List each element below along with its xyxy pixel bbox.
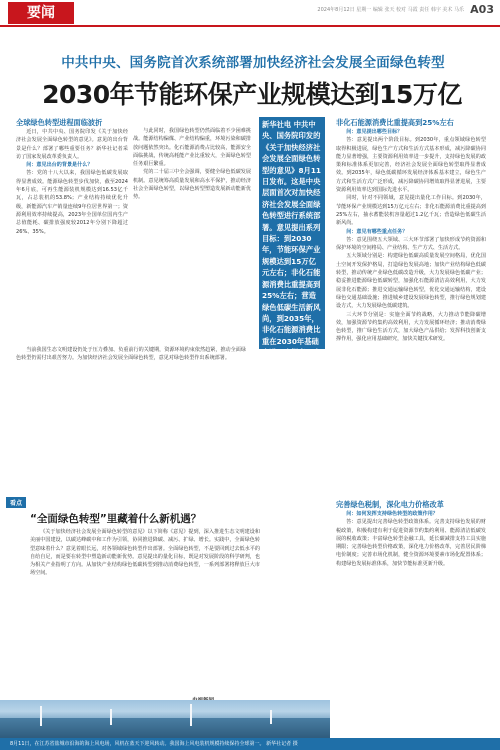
right-p4: 五大领域分别是：构建绿色低碳高质量发展空间格局，优化国土空间开发保护格局，打造绿色发展高地；加快产业结构绿色低碳转型，推动传统产业绿色低碳改造升级，大力发展绿色低碳产业；稳妥推进能源绿色低碳转型，加强化石能源清洁高效利用，大力发展非化石能源；推进交通运输绿色转型，优化交通运输结构，建设绿色交通基础设施；推进城乡建设发展绿色转型，推行绿色规划建设方式，大力发展绿色低碳建筑。 [336,253,486,310]
page-number: A03 [470,3,494,16]
right-p2: 同时，针对不同领域，意见提出量化工作目标。到2030年，节能环保产业规模达到15万亿元左右；非化石能源消费比重提高到25%左右，抽水蓄能装机容量超过1.2亿千瓦；营造绿色低碳生活新风尚。 [336,195,486,227]
wind-turbine-icon [270,710,272,724]
right2-q1: 问：如何发挥支持绿色转型的政策作用？ [346,511,438,517]
feature-body [30,528,260,693]
left-article-p3: 当前我国生态文明建设仍处于压力叠加、负重前行的关键期，资源环境约束依然趋紧，推动全面绿色转型仍需付出艰苦努力。为加快经济社会发展全面绿色转型，意见对绿色转型作出系统部署。 [16,347,246,362]
subtitle: 中共中央、国务院首次系统部署加快经济社会发展全面绿色转型 [61,55,445,71]
right-article [336,118,486,490]
wind-turbine-icon [110,709,112,725]
left-article [16,118,128,338]
left-article-p2: 答：党的十八大以来，我国绿色低碳发展取得显著成效。能源绿色转型步伐加快，截至2024年6月底，可再生能源装机规模达到16.53亿千瓦，占总装机的53.8%；产业结构持续优化升级，新能源汽车产销量连续9年位居世界第一；资源利用效率持续提高，2023年全国单位国内生产总值能耗、碳排放强度较2012年分别下降超过26%、35%。 [16,170,128,235]
headline: 2030年节能环保产业规模达到15万亿 [42,80,462,109]
right-article-2 [336,500,486,735]
section-tag: 要闻 [8,2,74,24]
right-p3: 答：意见围绕五大领域、三大环节部署了加快形成节约资源和保护环境的空间格局、产业结构、生产方式、生活方式。 [336,236,486,252]
middle-column [133,127,251,339]
photo-caption: 8月11日，在江苏省盐城市沿海的海上风电场，风机在蓝天下迎风转动。我国海上风电装机规模持续保持全球第一。 新华社记者 摄 [10,741,298,747]
wind-farm-photo [0,700,330,738]
right-q2: 问：意见有哪些重点任务？ [346,228,408,235]
middle-p1: 与此同时，我国绿色转型仍然面临着不少困难挑战。能源结构偏煤、产业结构偏重，环境污染和碳排放问题依然突出。化石能源消费占比较高，能源安全面临挑战，传统高耗能产业比重较大，全面绿色转型任务艰巨繁重。 [133,128,251,168]
left-article-lower [16,346,246,491]
feature-tag: 看点 [6,497,26,508]
right2-p1: 答：意见提出完善绿色转型政策体系。完善支持绿色发展的财税政策，积极构建有利于促进资源节约集约利用、能源清洁低碳发展的税收政策；丰富绿色转型金融工具，延长碳减排支持工具实施期限；完善绿色转型价格政策，深化电力价格改革，完善居民阶梯电价制度；完善市场化机制，健全资源环境要素市场化配置体系；构建绿色发展标准体系，加快节能标准更新升级。 [336,519,486,567]
page-info: 2024年8月12日 星期一 编辑 张天 校对 马霞 责任 韩宇 美术 马乐 [317,7,464,13]
left-article-question: 问：意见出台的背景是什么？ [26,162,93,169]
right-article2-title: 完善绿色税制，深化电力价格改革 [336,500,444,509]
lead-box: 新华社电 中共中央、国务院印发的《关于加快经济社会发展全面绿色转型的意见》8月11日发布。这是中央层面首次对加快经济社会发展全面绿色转型进行系统部署。意见提出系列目标：到2030年，节能环保产业规模达到15万亿元左右；非化石能源消费比重提高到25%左右；营造绿色低碳生活新风尚，到2035年，非化石能源消费比重在2030年基础上进一步提高；大宗固体废弃物年利用量达到45亿吨左右。意见围绕构建绿色低碳高质量发展空间格局、加快产业结构绿色低碳转型、稳妥推进能源绿色低碳转型、推进交通运输绿色转型、推进城乡建设发展绿色转型等5大领域，以及推动全面节约战略、推进消费绿色转型、发挥科技创新支撑作用等3大环节，部署加快形成节约资源和保护环境的空间格局、产业结构、生产方式、生活方式。 [259,117,325,349]
feature-text: 《关于加快经济社会发展全面绿色转型的意见》以下简称《意见》提到，深入推进生态文明建设和美丽中国建设，以碳达峰碳中和工作为引领，协同推进降碳、减污、扩绿、增长。实践中，全面绿色转型意味着什么？意见着眼长远，对各领域绿色转型作出部署。全面绿色转型，不是要回到过去低水平的自给自足，而是要在转型中塑造新动能新优势。意见提出的量化目标，既是对发展阶段的科学研判，也为相关产业指明了方向。从加快产业结构绿色低碳转型到推动消费绿色转型，一系列部署将释放巨大市场空间。 [30,529,260,577]
right-q1: 问：意见提出哪些目标？ [346,129,403,135]
right-p1: 答：意见提出两个阶段目标。到2030年，重点领域绿色转型取得积极进展，绿色生产方式和生活方式基本形成，减污降碳协同能力显著增强，主要资源利用效率进一步提升，支持绿色发展的政策和标准体系更加完善，经济社会发展全面绿色转型取得显著成效。到2035年，绿色低碳循环发展经济体系基本建立，绿色生产方式和生活方式广泛形成，减污降碳协同增效取得显著进展，主要资源利用效率达到国际先进水平。 [336,137,486,194]
middle-p2: 党的二十届三中全会强调，要健全绿色低碳发展机制。意见统筹高质量发展和高水平保护，推动经济社会全面绿色转型，以绿色转型塑造发展新动能新优势。 [133,169,251,201]
wind-turbine-icon [190,704,192,726]
right-article-title: 非化石能源消费比重提高到25%左右 [336,118,454,127]
right-p5: 三大环节分别是：实施全面节约战略，大力推动节能降碳增效，加强资源节约集约高效利用，大力发展循环经济；推动消费绿色转型，推广绿色生活方式，加大绿色产品供给；发挥科技创新支撑作用，强化应用基础研究，加快关键技术研发。 [336,311,486,343]
sea-surface [0,718,330,738]
wind-turbine-icon [40,706,42,726]
feature-title: “全面绿色转型”里藏着什么新机遇？ [30,513,202,525]
page-header [0,0,500,26]
left-article-p1: 近日，中共中央、国务院印发《关于加快经济社会发展全面绿色转型的意见》。意见的出台背景是什么？部署了哪些重要任务？新华社记者采访了国家发展改革委负责人。 [16,129,128,160]
header-divider [0,25,500,27]
left-article-title: 全球绿色转型进程面临波折 [16,118,103,127]
